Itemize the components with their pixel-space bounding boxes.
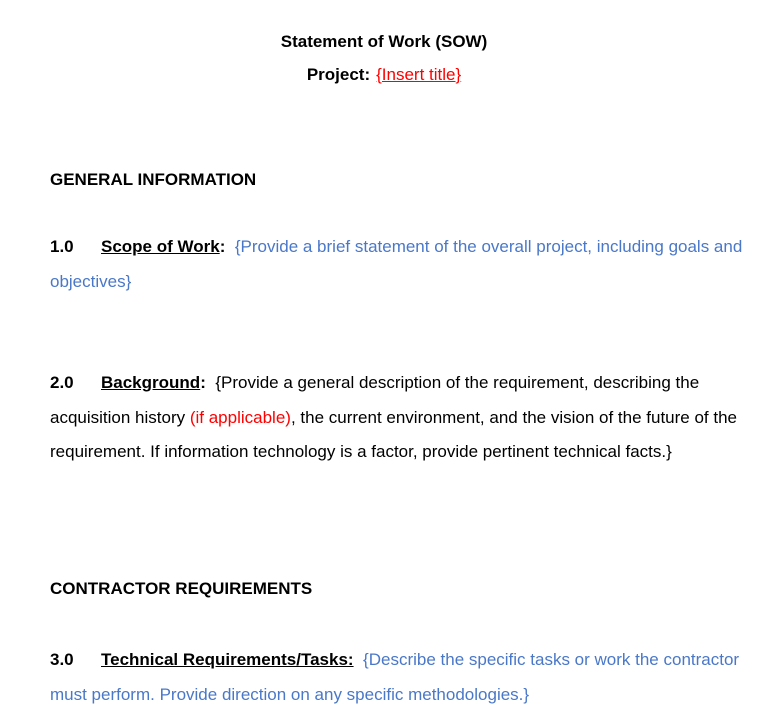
project-line — [0, 64, 768, 86]
general-information-heading: GENERAL INFORMATION — [50, 170, 257, 189]
section-background — [50, 366, 750, 470]
section-title: Technical Requirements/Tasks: — [101, 650, 354, 669]
section-title: Background — [101, 373, 201, 392]
section-title: Scope of Work — [101, 237, 220, 256]
section-colon: : — [219, 237, 226, 256]
insert-title-placeholder[interactable]: {Insert title} — [376, 65, 462, 84]
section-technical-requirements — [50, 643, 750, 712]
document-title: Statement of Work (SOW) — [280, 32, 488, 51]
contractor-requirements-heading: CONTRACTOR REQUIREMENTS — [50, 579, 313, 598]
project-label: Project: — [306, 65, 371, 84]
section-body-part2: , the current environment, and the vision of the future of the requirement. If information technology is a factor, provide pertinent technical facts.} — [50, 407, 737, 461]
section-scope-of-work — [50, 230, 750, 299]
section-body: {Describe the specific tasks or work the contractor must perform. Provide direction on any specific methodologies.} — [50, 650, 740, 704]
if-applicable-note: (if applicable) — [189, 407, 291, 427]
section-number: 1.0 — [50, 237, 74, 256]
section-number: 2.0 — [50, 373, 74, 392]
section-colon: : — [200, 373, 206, 392]
section-body-part1: {Provide a general description of the requirement, describing the acquisition history — [50, 373, 700, 427]
section-number: 3.0 — [50, 650, 74, 669]
section-body: {Provide a brief statement of the overall project, including goals and objectives} — [50, 237, 743, 291]
